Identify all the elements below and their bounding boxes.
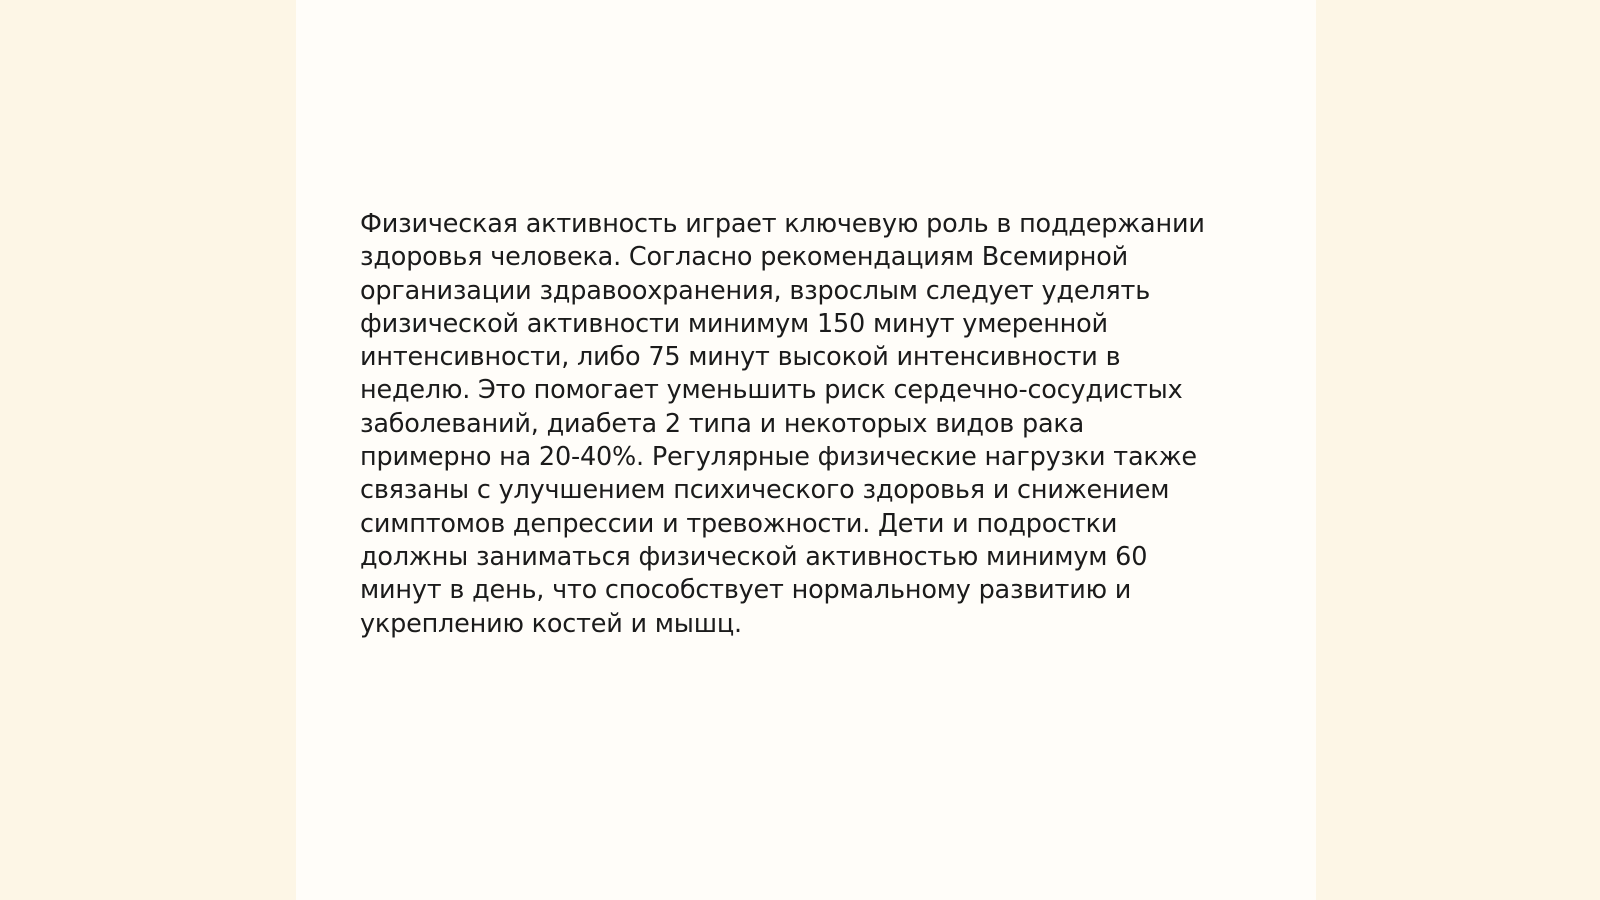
paragraph-line: заболеваний, диабета 2 типа и некоторых видов рака — [360, 408, 1084, 439]
paragraph-line: примерно на 20-40%. Регулярные физические нагрузки также — [360, 442, 1197, 473]
paragraph-line: минут в день, что способствует нормальному развитию и — [360, 575, 1132, 606]
paragraph-line: связаны с улучшением психического здоровья и снижением — [360, 475, 1170, 506]
paragraph-line: неделю. Это помогает уменьшить риск сердечно-сосудистых — [360, 375, 1183, 406]
paragraph-line: должны заниматься физической активностью минимум 60 — [360, 541, 1148, 572]
paragraph-line: интенсивности, либо 75 минут высокой интенсивности в — [360, 342, 1121, 373]
paragraph-line: Физическая активность играет ключевую роль в поддержании — [360, 209, 1205, 239]
document-page — [296, 0, 1316, 900]
paragraph-line: здоровья человека. Согласно рекомендациям Всемирной — [360, 242, 1129, 273]
paragraph-line: симптомов депрессии и тревожности. Дети и подростки — [360, 508, 1118, 539]
paragraph-line: организации здравоохранения, взрослым следует уделять — [360, 275, 1151, 306]
paragraph-line: физической активности минимум 150 минут умеренной — [360, 308, 1108, 339]
paragraph-line: укреплению костей и мышц. — [360, 608, 742, 639]
body-paragraph — [360, 208, 1240, 641]
